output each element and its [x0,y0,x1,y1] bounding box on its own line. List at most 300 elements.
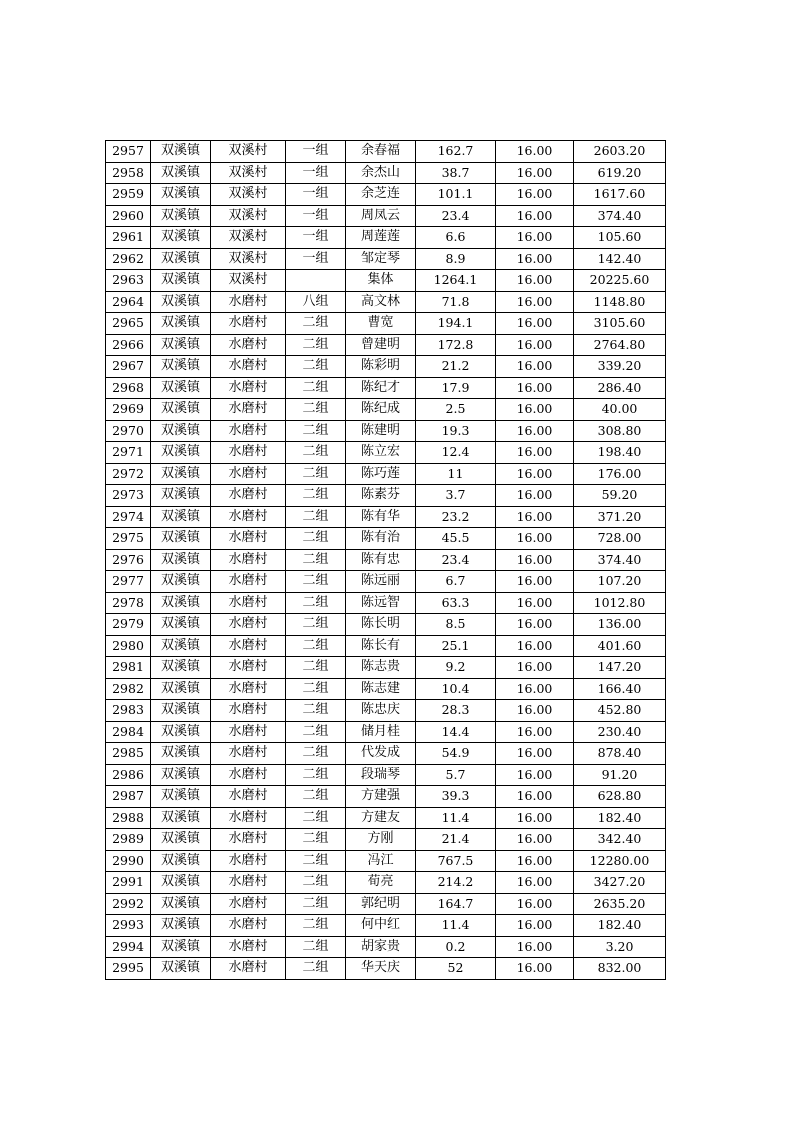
row-number-cell: 2990 [106,850,151,872]
table-row [106,463,666,485]
group-cell: 二组 [286,829,346,851]
table-row [106,162,666,184]
amount-cell: 374.40 [574,549,666,571]
rate-cell: 16.00 [496,463,574,485]
rate-cell: 16.00 [496,334,574,356]
table-row [106,420,666,442]
amount-cell: 452.80 [574,700,666,722]
town-cell: 双溪镇 [151,786,211,808]
area-cell: 23.4 [416,205,496,227]
group-cell: 二组 [286,893,346,915]
name-cell: 曾建明 [346,334,416,356]
rate-cell: 16.00 [496,506,574,528]
row-number-cell: 2961 [106,227,151,249]
town-cell: 双溪镇 [151,657,211,679]
rate-cell: 16.00 [496,700,574,722]
town-cell: 双溪镇 [151,850,211,872]
rate-cell: 16.00 [496,270,574,292]
town-cell: 双溪镇 [151,334,211,356]
table-row [106,700,666,722]
name-cell: 余芝连 [346,184,416,206]
group-cell: 二组 [286,764,346,786]
town-cell: 双溪镇 [151,872,211,894]
group-cell: 二组 [286,743,346,765]
amount-cell: 3105.60 [574,313,666,335]
row-number-cell: 2987 [106,786,151,808]
rate-cell: 16.00 [496,420,574,442]
village-cell: 水磨村 [211,850,286,872]
amount-cell: 107.20 [574,571,666,593]
town-cell: 双溪镇 [151,528,211,550]
village-cell: 水磨村 [211,549,286,571]
row-number-cell: 2982 [106,678,151,700]
area-cell: 11 [416,463,496,485]
rate-cell: 16.00 [496,958,574,980]
area-cell: 23.4 [416,549,496,571]
village-cell: 水磨村 [211,420,286,442]
town-cell: 双溪镇 [151,635,211,657]
name-cell: 陈远丽 [346,571,416,593]
village-cell: 水磨村 [211,356,286,378]
amount-cell: 401.60 [574,635,666,657]
name-cell: 储月桂 [346,721,416,743]
area-cell: 71.8 [416,291,496,313]
amount-cell: 166.40 [574,678,666,700]
amount-cell: 12280.00 [574,850,666,872]
rate-cell: 16.00 [496,528,574,550]
group-cell [286,270,346,292]
town-cell: 双溪镇 [151,614,211,636]
amount-cell: 59.20 [574,485,666,507]
town-cell: 双溪镇 [151,291,211,313]
rate-cell: 16.00 [496,399,574,421]
amount-cell: 136.00 [574,614,666,636]
amount-cell: 176.00 [574,463,666,485]
village-cell: 水磨村 [211,592,286,614]
area-cell: 101.1 [416,184,496,206]
table-row [106,571,666,593]
village-cell: 水磨村 [211,807,286,829]
group-cell: 二组 [286,463,346,485]
village-cell: 水磨村 [211,893,286,915]
area-cell: 38.7 [416,162,496,184]
rate-cell: 16.00 [496,936,574,958]
town-cell: 双溪镇 [151,807,211,829]
group-cell: 二组 [286,635,346,657]
name-cell: 郭纪明 [346,893,416,915]
group-cell: 二组 [286,958,346,980]
town-cell: 双溪镇 [151,592,211,614]
table-row [106,872,666,894]
area-cell: 12.4 [416,442,496,464]
name-cell: 方建强 [346,786,416,808]
village-cell: 双溪村 [211,184,286,206]
area-cell: 3.7 [416,485,496,507]
table-row [106,227,666,249]
row-number-cell: 2968 [106,377,151,399]
village-cell: 水磨村 [211,463,286,485]
group-cell: 二组 [286,786,346,808]
amount-cell: 286.40 [574,377,666,399]
table-row [106,377,666,399]
name-cell: 陈远智 [346,592,416,614]
row-number-cell: 2973 [106,485,151,507]
name-cell: 陈志贵 [346,657,416,679]
group-cell: 二组 [286,571,346,593]
area-cell: 767.5 [416,850,496,872]
rate-cell: 16.00 [496,829,574,851]
group-cell: 二组 [286,528,346,550]
town-cell: 双溪镇 [151,463,211,485]
rate-cell: 16.00 [496,614,574,636]
group-cell: 一组 [286,162,346,184]
group-cell: 二组 [286,549,346,571]
rate-cell: 16.00 [496,313,574,335]
name-cell: 周凤云 [346,205,416,227]
village-cell: 水磨村 [211,678,286,700]
amount-cell: 1012.80 [574,592,666,614]
group-cell: 二组 [286,721,346,743]
name-cell: 高文林 [346,291,416,313]
village-cell: 双溪村 [211,270,286,292]
table-row [106,356,666,378]
group-cell: 二组 [286,614,346,636]
table-row [106,205,666,227]
row-number-cell: 2979 [106,614,151,636]
rate-cell: 16.00 [496,743,574,765]
amount-cell: 2603.20 [574,141,666,163]
amount-cell: 182.40 [574,807,666,829]
data-table [105,140,666,980]
group-cell: 一组 [286,205,346,227]
row-number-cell: 2970 [106,420,151,442]
group-cell: 二组 [286,313,346,335]
area-cell: 164.7 [416,893,496,915]
village-cell: 水磨村 [211,700,286,722]
group-cell: 二组 [286,915,346,937]
table-row [106,786,666,808]
amount-cell: 371.20 [574,506,666,528]
rate-cell: 16.00 [496,377,574,399]
area-cell: 8.5 [416,614,496,636]
row-number-cell: 2965 [106,313,151,335]
amount-cell: 20225.60 [574,270,666,292]
table-row [106,915,666,937]
rate-cell: 16.00 [496,141,574,163]
rate-cell: 16.00 [496,592,574,614]
row-number-cell: 2966 [106,334,151,356]
amount-cell: 628.80 [574,786,666,808]
table-row [106,399,666,421]
table-row [106,678,666,700]
rate-cell: 16.00 [496,807,574,829]
amount-cell: 832.00 [574,958,666,980]
name-cell: 陈忠庆 [346,700,416,722]
name-cell: 曹宽 [346,313,416,335]
area-cell: 214.2 [416,872,496,894]
town-cell: 双溪镇 [151,829,211,851]
name-cell: 华天庆 [346,958,416,980]
group-cell: 二组 [286,334,346,356]
name-cell: 陈有忠 [346,549,416,571]
group-cell: 二组 [286,485,346,507]
area-cell: 28.3 [416,700,496,722]
rate-cell: 16.00 [496,227,574,249]
row-number-cell: 2984 [106,721,151,743]
amount-cell: 2764.80 [574,334,666,356]
village-cell: 水磨村 [211,442,286,464]
group-cell: 二组 [286,420,346,442]
row-number-cell: 2980 [106,635,151,657]
village-cell: 双溪村 [211,227,286,249]
area-cell: 162.7 [416,141,496,163]
town-cell: 双溪镇 [151,442,211,464]
group-cell: 二组 [286,700,346,722]
rate-cell: 16.00 [496,248,574,270]
row-number-cell: 2988 [106,807,151,829]
area-cell: 2.5 [416,399,496,421]
name-cell: 方刚 [346,829,416,851]
town-cell: 双溪镇 [151,248,211,270]
amount-cell: 198.40 [574,442,666,464]
name-cell: 荀亮 [346,872,416,894]
amount-cell: 105.60 [574,227,666,249]
row-number-cell: 2985 [106,743,151,765]
table-row [106,442,666,464]
row-number-cell: 2994 [106,936,151,958]
table-row [106,291,666,313]
row-number-cell: 2967 [106,356,151,378]
row-number-cell: 2993 [106,915,151,937]
amount-cell: 2635.20 [574,893,666,915]
area-cell: 194.1 [416,313,496,335]
village-cell: 水磨村 [211,485,286,507]
table-row [106,506,666,528]
name-cell: 冯江 [346,850,416,872]
area-cell: 45.5 [416,528,496,550]
table-row [106,313,666,335]
table-row [106,893,666,915]
village-cell: 水磨村 [211,506,286,528]
village-cell: 水磨村 [211,571,286,593]
rate-cell: 16.00 [496,571,574,593]
table-row [106,248,666,270]
group-cell: 八组 [286,291,346,313]
row-number-cell: 2960 [106,205,151,227]
name-cell: 陈长有 [346,635,416,657]
village-cell: 双溪村 [211,141,286,163]
village-cell: 水磨村 [211,721,286,743]
table-body [106,141,666,980]
amount-cell: 1148.80 [574,291,666,313]
table-row [106,270,666,292]
rate-cell: 16.00 [496,657,574,679]
rate-cell: 16.00 [496,721,574,743]
village-cell: 水磨村 [211,872,286,894]
town-cell: 双溪镇 [151,549,211,571]
name-cell: 胡家贵 [346,936,416,958]
name-cell: 陈彩明 [346,356,416,378]
area-cell: 10.4 [416,678,496,700]
name-cell: 段瑞琴 [346,764,416,786]
table-row [106,764,666,786]
table-row [106,592,666,614]
name-cell: 陈有华 [346,506,416,528]
row-number-cell: 2986 [106,764,151,786]
village-cell: 水磨村 [211,528,286,550]
table-row [106,657,666,679]
rate-cell: 16.00 [496,356,574,378]
amount-cell: 142.40 [574,248,666,270]
village-cell: 水磨村 [211,764,286,786]
row-number-cell: 2977 [106,571,151,593]
row-number-cell: 2981 [106,657,151,679]
row-number-cell: 2971 [106,442,151,464]
town-cell: 双溪镇 [151,313,211,335]
town-cell: 双溪镇 [151,506,211,528]
name-cell: 集体 [346,270,416,292]
table-row [106,958,666,980]
name-cell: 余杰山 [346,162,416,184]
name-cell: 周莲莲 [346,227,416,249]
name-cell: 邹定琴 [346,248,416,270]
row-number-cell: 2972 [106,463,151,485]
area-cell: 21.4 [416,829,496,851]
row-number-cell: 2959 [106,184,151,206]
town-cell: 双溪镇 [151,227,211,249]
area-cell: 0.2 [416,936,496,958]
village-cell: 水磨村 [211,313,286,335]
amount-cell: 342.40 [574,829,666,851]
amount-cell: 147.20 [574,657,666,679]
town-cell: 双溪镇 [151,356,211,378]
area-cell: 39.3 [416,786,496,808]
village-cell: 水磨村 [211,829,286,851]
village-cell: 水磨村 [211,936,286,958]
table-row [106,141,666,163]
area-cell: 63.3 [416,592,496,614]
row-number-cell: 2957 [106,141,151,163]
area-cell: 17.9 [416,377,496,399]
area-cell: 52 [416,958,496,980]
area-cell: 54.9 [416,743,496,765]
name-cell: 陈有治 [346,528,416,550]
village-cell: 水磨村 [211,786,286,808]
row-number-cell: 2964 [106,291,151,313]
row-number-cell: 2978 [106,592,151,614]
amount-cell: 878.40 [574,743,666,765]
town-cell: 双溪镇 [151,162,211,184]
name-cell: 陈纪成 [346,399,416,421]
amount-cell: 91.20 [574,764,666,786]
village-cell: 双溪村 [211,162,286,184]
rate-cell: 16.00 [496,893,574,915]
rate-cell: 16.00 [496,850,574,872]
table-row [106,807,666,829]
rate-cell: 16.00 [496,442,574,464]
area-cell: 11.4 [416,807,496,829]
amount-cell: 308.80 [574,420,666,442]
group-cell: 二组 [286,377,346,399]
village-cell: 水磨村 [211,399,286,421]
amount-cell: 3427.20 [574,872,666,894]
group-cell: 二组 [286,936,346,958]
group-cell: 二组 [286,442,346,464]
area-cell: 1264.1 [416,270,496,292]
table-row [106,485,666,507]
town-cell: 双溪镇 [151,420,211,442]
town-cell: 双溪镇 [151,764,211,786]
group-cell: 二组 [286,356,346,378]
area-cell: 5.7 [416,764,496,786]
row-number-cell: 2962 [106,248,151,270]
amount-cell: 1617.60 [574,184,666,206]
name-cell: 陈立宏 [346,442,416,464]
table-row [106,721,666,743]
town-cell: 双溪镇 [151,270,211,292]
area-cell: 14.4 [416,721,496,743]
rate-cell: 16.00 [496,549,574,571]
town-cell: 双溪镇 [151,893,211,915]
name-cell: 何中红 [346,915,416,937]
village-cell: 水磨村 [211,915,286,937]
table-row [106,829,666,851]
group-cell: 一组 [286,141,346,163]
row-number-cell: 2995 [106,958,151,980]
group-cell: 一组 [286,248,346,270]
village-cell: 水磨村 [211,614,286,636]
name-cell: 陈素芬 [346,485,416,507]
village-cell: 水磨村 [211,958,286,980]
group-cell: 一组 [286,227,346,249]
area-cell: 6.6 [416,227,496,249]
rate-cell: 16.00 [496,764,574,786]
area-cell: 6.7 [416,571,496,593]
town-cell: 双溪镇 [151,399,211,421]
group-cell: 二组 [286,850,346,872]
town-cell: 双溪镇 [151,678,211,700]
area-cell: 11.4 [416,915,496,937]
table-row [106,850,666,872]
amount-cell: 619.20 [574,162,666,184]
village-cell: 水磨村 [211,657,286,679]
group-cell: 二组 [286,657,346,679]
table-row [106,184,666,206]
table-row [106,528,666,550]
amount-cell: 182.40 [574,915,666,937]
town-cell: 双溪镇 [151,205,211,227]
village-cell: 双溪村 [211,248,286,270]
amount-cell: 728.00 [574,528,666,550]
name-cell: 陈纪才 [346,377,416,399]
rate-cell: 16.00 [496,162,574,184]
row-number-cell: 2958 [106,162,151,184]
area-cell: 19.3 [416,420,496,442]
row-number-cell: 2969 [106,399,151,421]
table-row [106,936,666,958]
name-cell: 陈长明 [346,614,416,636]
town-cell: 双溪镇 [151,958,211,980]
village-cell: 水磨村 [211,743,286,765]
town-cell: 双溪镇 [151,721,211,743]
group-cell: 二组 [286,872,346,894]
area-cell: 172.8 [416,334,496,356]
rate-cell: 16.00 [496,184,574,206]
town-cell: 双溪镇 [151,141,211,163]
row-number-cell: 2976 [106,549,151,571]
group-cell: 二组 [286,678,346,700]
area-cell: 9.2 [416,657,496,679]
